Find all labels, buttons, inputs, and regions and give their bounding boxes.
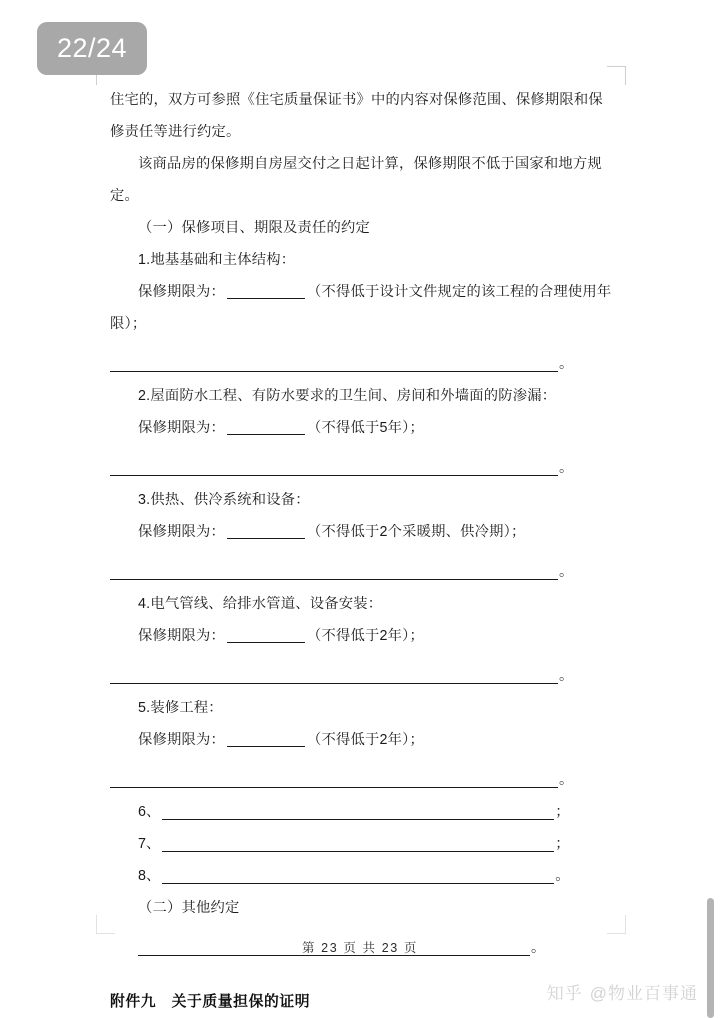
section-two-heading: （二）其他约定	[138, 900, 240, 916]
item-5-term-suffix: （不得低于2年）；	[306, 732, 424, 748]
item-5-blank-field[interactable]	[227, 746, 305, 747]
item-4-title: 4.电气管线、给排水管道、设备安装：	[138, 596, 383, 612]
item-3-blank-field[interactable]	[227, 538, 305, 539]
zhihu-watermark	[547, 979, 698, 1004]
blank-row-6-label: 6、	[138, 804, 161, 820]
item-5-fill-rule-row	[110, 764, 610, 796]
item-5-fill-rule[interactable]	[110, 787, 558, 788]
section-one-heading: （一）保修项目、期限及责任的约定	[138, 220, 370, 236]
item-4-fill-rule[interactable]	[110, 683, 558, 684]
item-1-term-prefix: 保修期限为：	[138, 284, 225, 300]
blank-row-7	[110, 828, 610, 860]
crop-mark-bottom-left	[96, 915, 115, 934]
item-2-term	[110, 412, 610, 444]
blank-row-6-field[interactable]	[162, 819, 554, 820]
item-1-fill-rule[interactable]	[110, 371, 558, 372]
item-4-blank-field[interactable]	[227, 642, 305, 643]
item-2-fill-rule-row	[110, 452, 610, 484]
page-footer: 第 23 页 共 23 页	[302, 941, 418, 955]
item-2-term-suffix: （不得低于5年）；	[306, 420, 424, 436]
item-3-fill-rule[interactable]	[110, 579, 558, 580]
item-4-fill-rule-row	[110, 660, 610, 692]
blank-row-8	[110, 860, 610, 892]
vertical-scrollbar-track[interactable]	[706, 0, 714, 1018]
item-2-blank-field[interactable]	[227, 434, 305, 435]
blank-row-7-tail: ；	[555, 836, 570, 852]
item-5-rule-tail: 。	[559, 772, 574, 788]
item-3-title: 3.供热、供冷系统和设备：	[138, 492, 310, 508]
item-3-term-suffix: （不得低于2个采暖期、供冷期）；	[306, 524, 526, 540]
zhihu-logo: 知乎	[546, 984, 583, 1003]
blank-row-7-label: 7、	[138, 836, 161, 852]
zhihu-handle: @物业百事通	[589, 984, 698, 1003]
item-1-fill-rule-row	[110, 348, 610, 380]
item-2-rule-tail: 。	[559, 460, 574, 476]
item-3-term-prefix: 保修期限为：	[138, 524, 225, 540]
item-3-fill-rule-row	[110, 556, 610, 588]
item-1-title: 1.地基基础和主体结构：	[138, 252, 296, 268]
item-1-blank-field[interactable]	[227, 298, 305, 299]
item-1-rule-tail: 。	[559, 356, 574, 372]
blank-row-6-tail: ；	[555, 804, 570, 820]
item-5-term-prefix: 保修期限为：	[138, 732, 225, 748]
blank-row-6	[110, 796, 610, 828]
item-4-term	[110, 620, 610, 652]
item-2-fill-rule[interactable]	[110, 475, 558, 476]
crop-mark-top-right	[607, 66, 626, 85]
paragraph-intro-line1: 住宅的，双方可参照《住宅质量保证书》中的内容对保修范围、保修期限和保	[110, 92, 603, 108]
item-5-term	[110, 724, 610, 756]
item-4-term-prefix: 保修期限为：	[138, 628, 225, 644]
crop-mark-bottom-right	[607, 915, 626, 934]
appendix-nine-heading: 附件九 关于质量担保的证明	[110, 994, 311, 1010]
item-3-term	[110, 516, 610, 548]
item-1-term-wrap: 限）；	[110, 316, 147, 332]
item-4-term-suffix: （不得低于2年）；	[306, 628, 424, 644]
item-5-title: 5.装修工程：	[138, 700, 223, 716]
blank-row-8-label: 8、	[138, 868, 161, 884]
vertical-scrollbar-thumb[interactable]	[707, 898, 714, 1018]
paragraph-warranty-line1: 该商品房的保修期自房屋交付之日起计算，保修期限不低于国家和地方规	[138, 156, 602, 172]
paragraph-warranty-line2: 定。	[110, 188, 139, 204]
item-4-rule-tail: 。	[559, 668, 574, 684]
blank-row-8-tail: 。	[555, 868, 570, 884]
item-2-term-prefix: 保修期限为：	[138, 420, 225, 436]
blank-row-7-field[interactable]	[162, 851, 554, 852]
document-content	[110, 84, 610, 1018]
item-1-term-suffix: （不得低于设计文件规定的该工程的合理使用年	[306, 284, 612, 300]
item-1-term	[110, 276, 610, 308]
item-2-title: 2.屋面防水工程、有防水要求的卫生间、房间和外墙面的防渗漏：	[138, 388, 557, 404]
item-3-rule-tail: 。	[559, 564, 574, 580]
section-two-rule-tail: 。	[531, 940, 546, 956]
page-indicator-badge: 22/24	[37, 22, 147, 75]
blank-row-8-field[interactable]	[162, 883, 554, 884]
paragraph-intro-line2: 修责任等进行约定。	[110, 124, 241, 140]
